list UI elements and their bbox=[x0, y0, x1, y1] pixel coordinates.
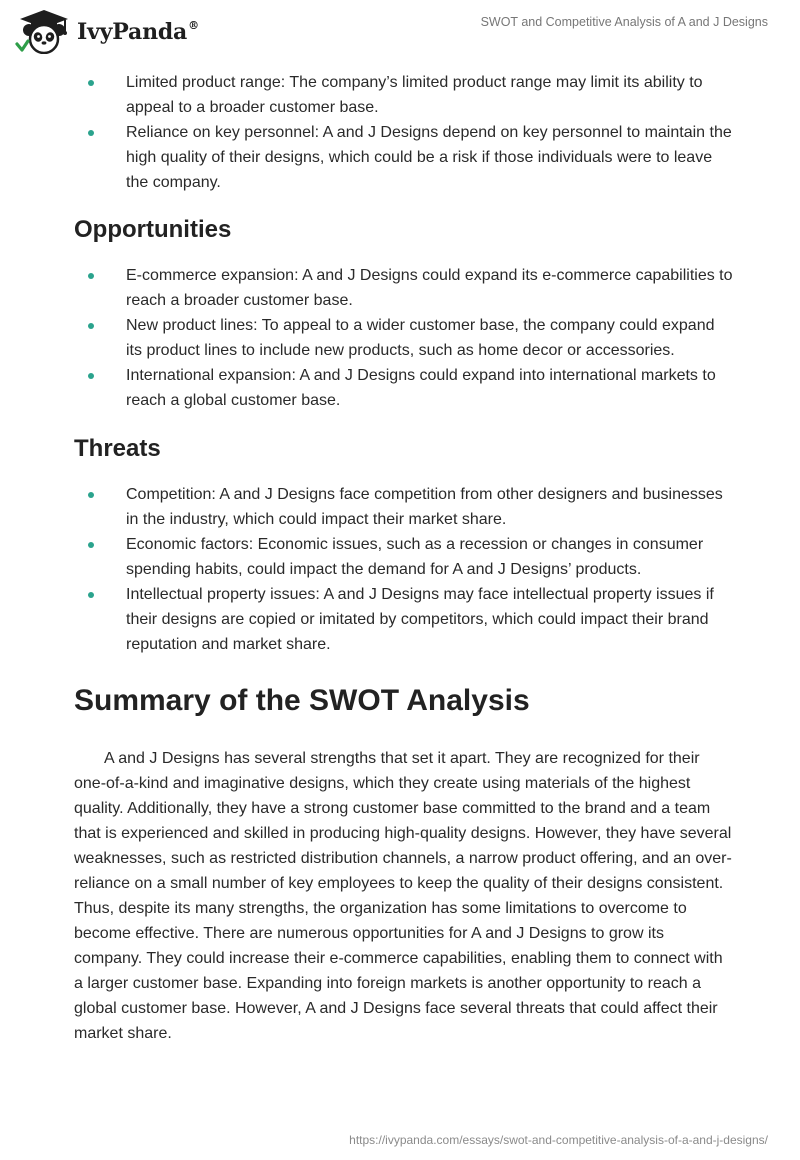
list-item: Economic factors: Economic issues, such as a recession or changes in consumer spending habits, could impact the demand for A and J Designs’ products. bbox=[74, 532, 734, 582]
list-item: Reliance on key personnel: A and J Designs depend on key personnel to maintain the high quality of their designs, which could be a risk if those individuals were to leave the company. bbox=[74, 120, 734, 195]
list-item: New product lines: To appeal to a wider customer base, the company could expand its product lines to include new products, such as home decor or accessories. bbox=[74, 313, 734, 363]
bullet-icon bbox=[88, 373, 94, 379]
list-item: Competition: A and J Designs face competition from other designers and businesses in the industry, which could impact their market share. bbox=[74, 482, 734, 532]
summary-paragraph: A and J Designs has several strengths that set it apart. They are recognized for their one-of-a-kind and imaginative designs, which they create using materials of the highest quality. Additionally, they have a strong customer base committed to the brand and a team that is experienced and skilled in producing high-quality designs. However, they have several weaknesses, such as restricted distribution channels, a narrow product offering, and an over-reliance on a small number of key employees to keep the quality of their designs consistent. Thus, despite its many strengths, the organization has some limitations to overcome to become effective. There are numerous opportunities for A and J Designs to grow its company. They could increase their e-commerce capabilities, enabling them to connect with a larger customer base. Expanding into foreign markets is another opportunity to reach a global customer base. However, A and J Designs face several threats that could affect their market share. bbox=[74, 750, 732, 1042]
bullet-icon bbox=[88, 323, 94, 329]
panda-graduate-icon bbox=[14, 8, 74, 54]
bullet-icon bbox=[88, 273, 94, 279]
document-title: SWOT and Competitive Analysis of A and J Designs bbox=[480, 15, 768, 29]
bullet-icon bbox=[88, 492, 94, 498]
bullet-icon bbox=[88, 80, 94, 86]
ivypanda-logo[interactable] bbox=[14, 8, 204, 54]
bullet-icon bbox=[88, 130, 94, 136]
threats-list bbox=[74, 482, 734, 657]
list-item: E-commerce expansion: A and J Designs could expand its e-commerce capabilities to reach a broader customer base. bbox=[74, 263, 734, 313]
summary-heading: Summary of the SWOT Analysis bbox=[74, 684, 530, 717]
bullet-icon bbox=[88, 542, 94, 548]
opportunities-list bbox=[74, 263, 734, 413]
page-header bbox=[0, 0, 800, 60]
logo-text: IvyPanda® bbox=[77, 18, 199, 45]
registered-mark: ® bbox=[188, 18, 199, 32]
source-url-link[interactable]: https://ivypanda.com/essays/swot-and-competitive-analysis-of-a-and-j-designs/ bbox=[349, 1133, 768, 1147]
list-item: International expansion: A and J Designs could expand into international markets to reach a global customer base. bbox=[74, 363, 734, 413]
list-item: Intellectual property issues: A and J Designs may face intellectual property issues if their designs are copied or imitated by competitors, which could impact their brand reputation and market share. bbox=[74, 582, 734, 657]
threats-heading: Threats bbox=[74, 435, 161, 462]
opportunities-heading: Opportunities bbox=[74, 216, 232, 243]
bullet-icon bbox=[88, 592, 94, 598]
essay-content bbox=[74, 70, 734, 1046]
weaknesses-list bbox=[74, 70, 734, 195]
list-item: Limited product range: The company’s limited product range may limit its ability to appeal to a broader customer base. bbox=[74, 70, 734, 120]
